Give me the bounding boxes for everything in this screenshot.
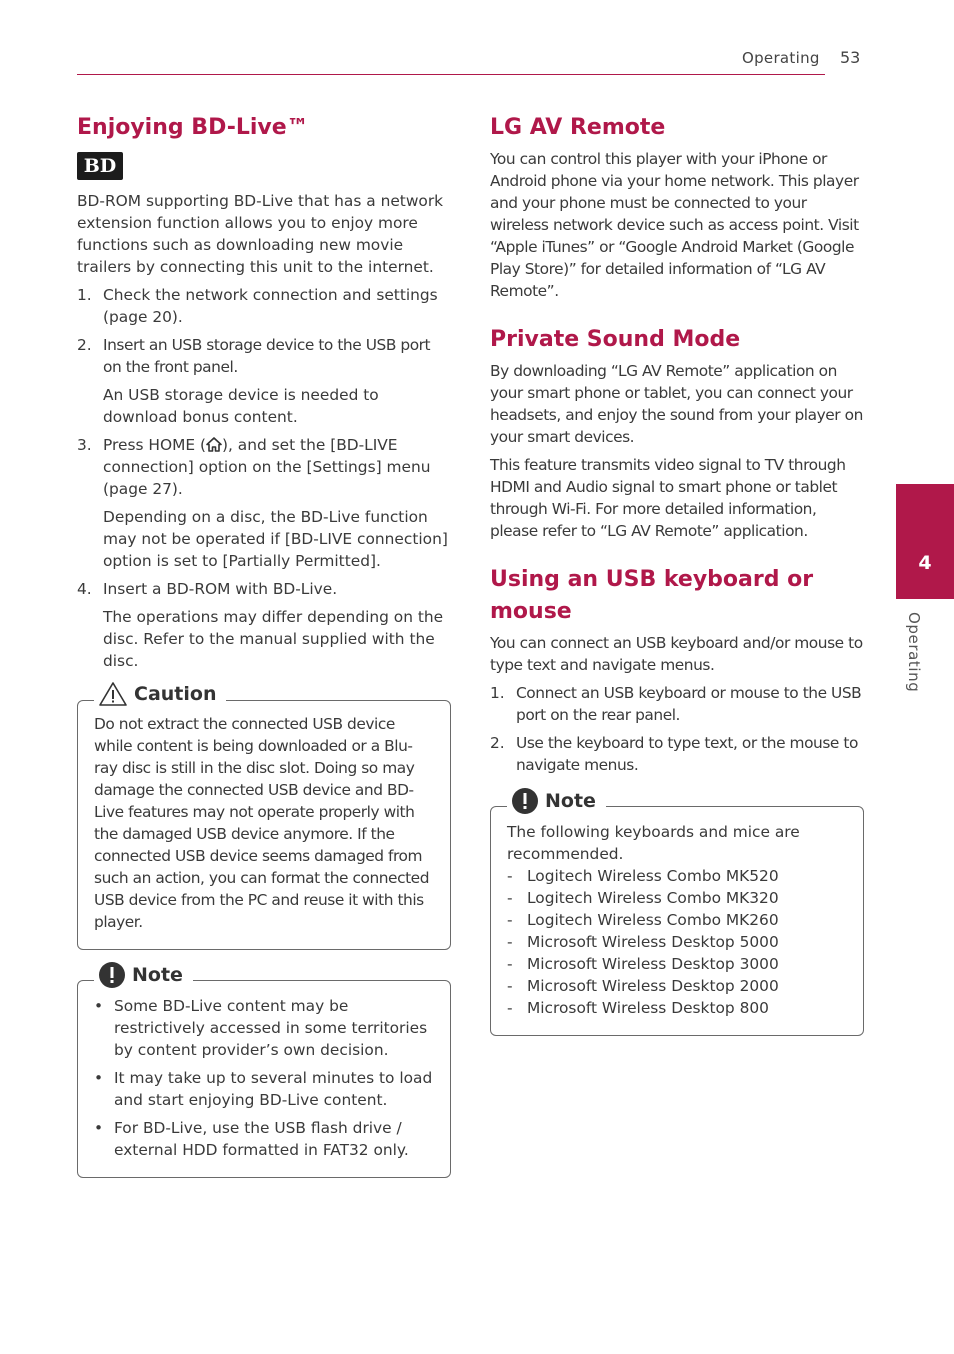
caution-box bbox=[77, 683, 451, 950]
list-item: 1. Connect an USB keyboard or mouse to the USB port on the rear panel. bbox=[490, 684, 862, 724]
recommended-devices-list bbox=[507, 865, 847, 1019]
list-item: - Logitech Wireless Combo MK260 bbox=[507, 911, 779, 929]
home-icon bbox=[206, 437, 222, 452]
chapter-label: Operating bbox=[905, 612, 923, 693]
caution-title: Caution bbox=[94, 681, 226, 707]
bd-live-note-box bbox=[77, 964, 451, 1178]
list-item: - Logitech Wireless Combo MK320 bbox=[507, 889, 779, 907]
list-item: 3. Press HOME ( ), and set the [BD-LIVE connection] option on the [Settings] menu (page 27). bbox=[77, 436, 431, 498]
page-number: 53 bbox=[840, 48, 861, 67]
warning-triangle-icon bbox=[98, 681, 128, 707]
bd-disc-badge: BD bbox=[77, 152, 123, 180]
list-item: - Microsoft Wireless Desktop 5000 bbox=[507, 933, 779, 951]
list-item: - Microsoft Wireless Desktop 800 bbox=[507, 999, 769, 1017]
left-column bbox=[77, 112, 451, 1178]
bd-live-steps bbox=[77, 284, 451, 378]
step-3-note: Depending on a disc, the BD-Live function may not be operated if [BD-LIVE connection] option is set to [Partially Permitted]. bbox=[103, 508, 448, 570]
usb-note-box bbox=[490, 790, 864, 1036]
caution-text: Do not extract the connected USB device while content is being downloaded or a Blu-ray disc is still in the disc slot. Doing so may damage the connected USB device and BD-Live features may not operate properly with the damaged USB device anymore. If the connected USB device seems damaged from such an action, you can format the connected USB device from the PC and reuse it with this player. bbox=[94, 715, 430, 931]
list-item: • For BD-Live, use the USB flash drive / external HDD formatted in FAT32 only. bbox=[94, 1119, 409, 1159]
list-item: • Some BD-Live content may be restrictively accessed in some territories by content provider’s own decision. bbox=[94, 997, 428, 1059]
lg-remote-text: You can control this player with your iPhone or Android phone via your home network. This player and your phone must be connected to your wireless network device such as access point. Visit “Apple iTunes” or “Google Android Market (Google Play Store)” for detailed information of “LG AV Remote”. bbox=[490, 150, 859, 300]
usb-keyboard-steps bbox=[490, 682, 864, 776]
usb-keyboard-heading: Using an USB keyboard or mouse bbox=[490, 567, 814, 624]
header-divider bbox=[77, 74, 825, 75]
list-item: - Microsoft Wireless Desktop 2000 bbox=[507, 977, 779, 995]
private-sound-p1: By downloading “LG AV Remote” application on your smart phone or tablet, you can connect your headsets, and enjoy the sound from your player on your smart devices. bbox=[490, 362, 863, 446]
running-header-section: Operating bbox=[742, 49, 820, 67]
step-4-note: The operations may differ depending on the disc. Refer to the manual supplied with the disc. bbox=[103, 608, 444, 670]
list-item: 2. Insert an USB storage device to the USB port on the front panel. bbox=[77, 336, 431, 376]
bd-live-intro: BD-ROM supporting BD-Live that has a network extension function allows you to enjoy more functions such as downloading new movie trailers by connecting this unit to the internet. bbox=[77, 192, 444, 276]
list-item: 1. Check the network connection and settings (page 20). bbox=[77, 286, 438, 326]
list-item: - Logitech Wireless Combo MK520 bbox=[507, 867, 779, 885]
usb-note-intro: The following keyboards and mice are recommended. bbox=[507, 823, 800, 863]
list-item: 2. Use the keyboard to type text, or the mouse to navigate menus. bbox=[490, 734, 858, 774]
list-item: 4. Insert a BD-ROM with BD-Live. bbox=[77, 580, 338, 598]
list-item: - Microsoft Wireless Desktop 3000 bbox=[507, 955, 779, 973]
chapter-number: 4 bbox=[918, 552, 932, 574]
usb-keyboard-intro: You can connect an USB keyboard and/or mouse to type text and navigate menus. bbox=[490, 634, 863, 674]
lg-remote-heading: LG AV Remote bbox=[490, 115, 666, 140]
note-title: Note bbox=[94, 961, 193, 989]
bd-live-steps-final bbox=[77, 578, 451, 600]
list-item: • It may take up to several minutes to load and start enjoying BD-Live content. bbox=[94, 1069, 433, 1109]
bd-live-steps-cont bbox=[77, 434, 451, 500]
private-sound-heading: Private Sound Mode bbox=[490, 327, 741, 352]
step-2-note: An USB storage device is needed to download bonus content. bbox=[103, 386, 379, 426]
exclamation-circle-icon bbox=[98, 961, 126, 989]
note-list bbox=[94, 995, 434, 1161]
note-title: Note bbox=[507, 787, 606, 815]
chapter-tab bbox=[896, 484, 954, 599]
private-sound-p2: This feature transmits video signal to TV through HDMI and Audio signal to smart phone or tablet through Wi-Fi. For more detailed information, please refer to “LG AV Remote” application. bbox=[490, 456, 846, 540]
bd-live-heading: Enjoying BD-Live™ bbox=[77, 115, 309, 140]
exclamation-circle-icon bbox=[511, 787, 539, 815]
right-column bbox=[490, 112, 864, 1036]
